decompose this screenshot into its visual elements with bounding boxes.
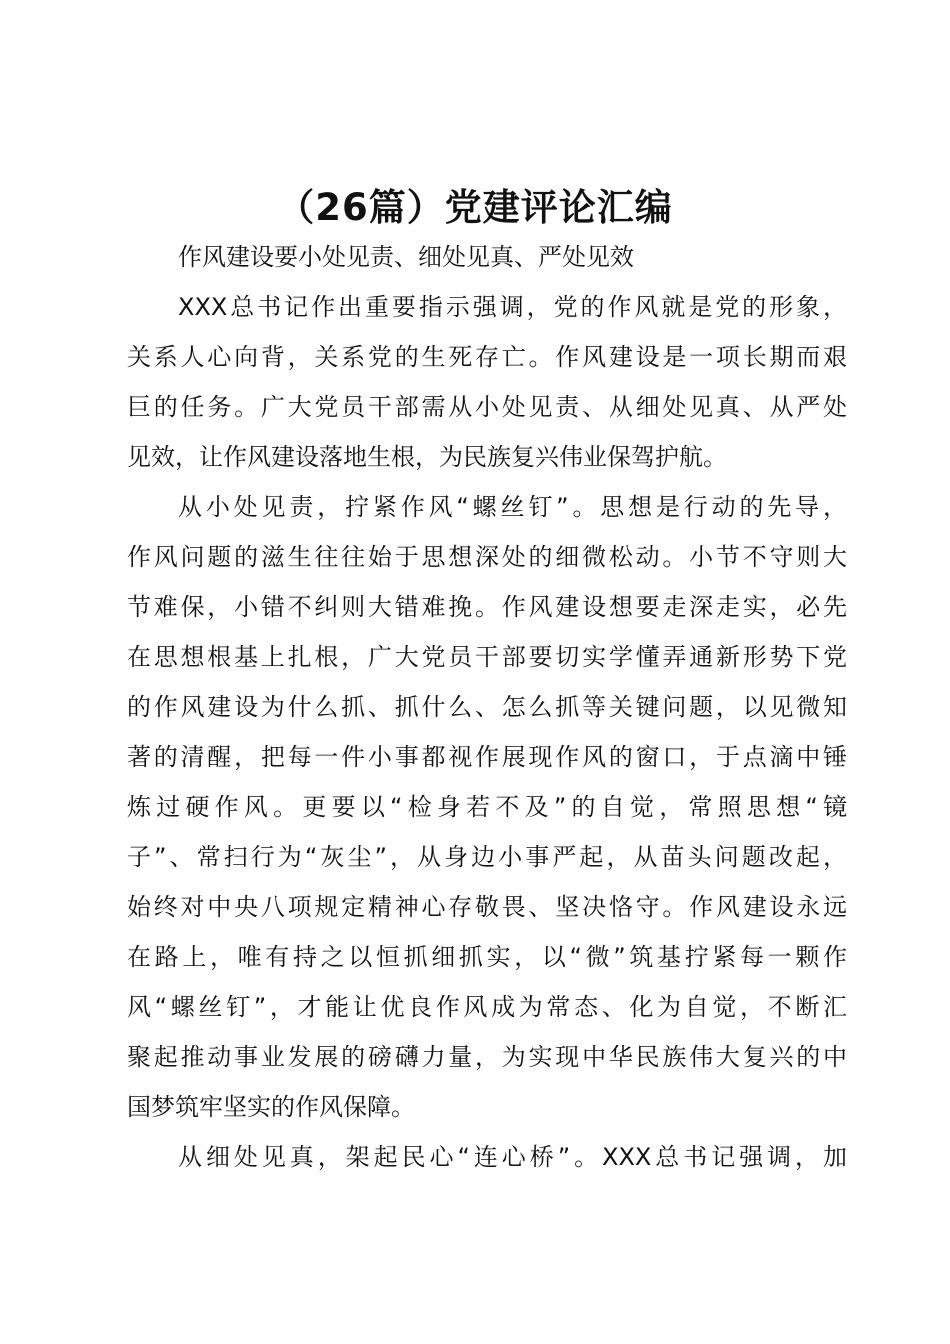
text-line: 聚起推动事业发展的磅礴力量，为实现中华民族伟大复兴的中: [127, 1043, 847, 1071]
text-line: 节难保，小错不纠则大错难挽。作风建设想要走深走实，必先: [127, 593, 847, 621]
document-title: （26篇）党建评论汇编: [277, 186, 673, 229]
text-line: 在思想根基上扎根，广大党员干部要切实学懂弄通新形势下党: [127, 643, 847, 671]
text-line: 国梦筑牢坚实的作风保障。: [127, 1093, 415, 1121]
text-line: 始终对中央八项规定精神心存敬畏、坚决恪守。作风建设永远: [127, 893, 847, 921]
document-body: [127, 232, 847, 1182]
text-line: 的作风建设为什么抓、抓什么、怎么抓等关键问题，以见微知: [127, 693, 847, 721]
text-line: 作风问题的滋生往往始于思想深处的细微松动。小节不守则大: [127, 543, 847, 571]
text-line: 作风建设要小处见责、细处见真、严处见效: [178, 243, 634, 271]
text-line: 从小处见责，拧紧作风“螺丝钉”。思想是行动的先导，: [178, 493, 847, 521]
text-line: 在路上，唯有持之以恒抓细抓实，以“微”筑基拧紧每一颗作: [127, 943, 847, 971]
text-line: 巨的任务。广大党员干部需从小处见责、从细处见真、从严处: [127, 393, 847, 421]
text-line: 子”、常扫行为“灰尘”，从身边小事严起，从苗头问题改起，: [127, 843, 847, 871]
text-line: 风“螺丝钉”，才能让优良作风成为常态、化为自觉，不断汇: [127, 993, 847, 1021]
text-line: 见效，让作风建设落地生根，为民族复兴伟业保驾护航。: [127, 443, 727, 471]
text-line: 著的清醒，把每一件小事都视作展现作风的窗口，于点滴中锤: [127, 743, 847, 771]
text-line: 炼过硬作风。更要以“检身若不及”的自觉，常照思想“镜: [127, 793, 847, 821]
text-line: 关系人心向背，关系党的生死存亡。作风建设是一项长期而艰: [127, 343, 847, 371]
text-line: XXX总书记作出重要指示强调，党的作风就是党的形象，: [178, 293, 847, 321]
text-line: 从细处见真，架起民心“连心桥”。XXX总书记强调，加: [178, 1143, 847, 1171]
